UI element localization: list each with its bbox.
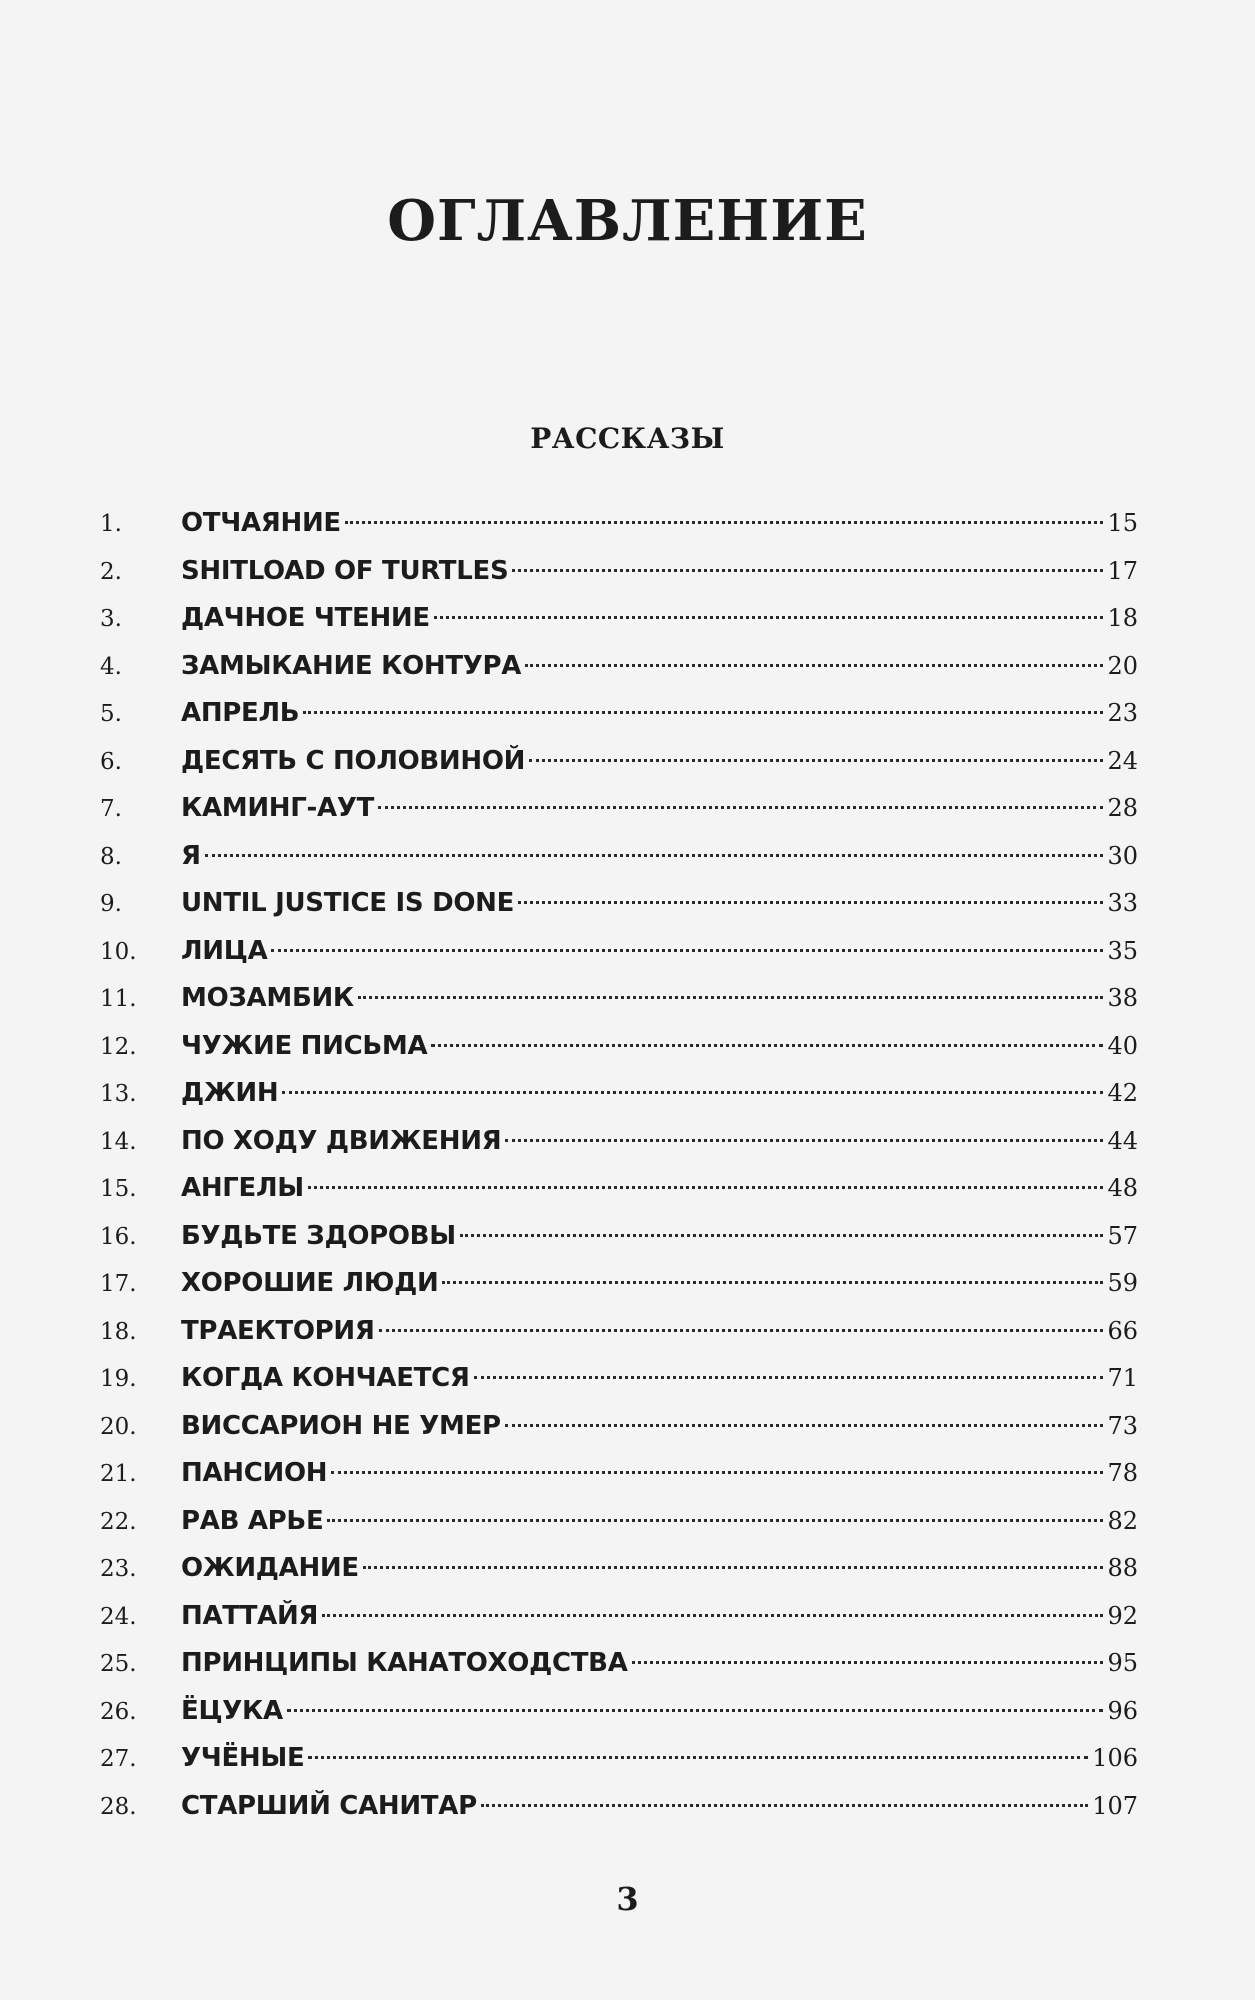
dot-leader (303, 711, 1103, 714)
page-title: ОГЛАВЛЕНИЕ (387, 188, 868, 254)
toc-entry-number: 26. (100, 1698, 137, 1725)
toc-entry-number: 21. (100, 1461, 137, 1487)
toc-entry-number: 5. (100, 701, 122, 727)
toc-entry-page: 18 (1107, 604, 1138, 632)
toc-entry-page: 20 (1107, 651, 1138, 680)
dot-leader (345, 521, 1104, 524)
toc-entry (100, 1023, 1138, 1071)
toc-entry (100, 1498, 1138, 1546)
toc-entry-number: 14. (100, 1128, 137, 1155)
toc-entry-page: 66 (1107, 1316, 1138, 1345)
dot-leader (205, 854, 1104, 857)
toc-entry-title: ПРИНЦИПЫ КАНАТОХОДСТВА (181, 1648, 628, 1678)
toc-entry-title: SHITLOAD OF TURTLES (181, 555, 509, 586)
toc-entry (100, 643, 1138, 691)
toc-entry-title: ОТЧАЯНИЕ (181, 508, 341, 538)
dot-leader (271, 949, 1103, 952)
page-number: 3 (616, 1880, 639, 1918)
dot-leader (282, 1091, 1103, 1094)
toc-entry (100, 595, 1138, 643)
toc-entry-title: ТРАЕКТОРИЯ (181, 1315, 375, 1346)
toc-entry-number: 22. (100, 1508, 137, 1535)
dot-leader (308, 1756, 1088, 1759)
toc-entry-page: 42 (1107, 1079, 1138, 1107)
toc-entry-number: 12. (100, 1033, 137, 1060)
dot-leader (525, 664, 1103, 667)
toc-entry-title: КОГДА КОНЧАЕТСЯ (181, 1363, 470, 1393)
dot-leader (518, 901, 1103, 904)
toc-entry-number: 17. (100, 1271, 137, 1297)
toc-entry-title: ДАЧНОЕ ЧТЕНИЕ (181, 603, 430, 633)
toc-entry (100, 1450, 1138, 1498)
toc-entry-number: 20. (100, 1413, 137, 1440)
toc-entry (100, 975, 1138, 1023)
toc-entry-page: 35 (1107, 936, 1138, 965)
toc-entry (100, 880, 1138, 928)
toc-entry-number: 23. (100, 1556, 137, 1582)
toc-entry-number: 1. (100, 511, 122, 537)
toc-entry-page: 92 (1107, 1601, 1138, 1630)
toc-entry-title: ЁЦУКА (181, 1695, 283, 1726)
dot-leader (505, 1139, 1103, 1142)
toc-entry (100, 1403, 1138, 1451)
toc-entry-title: ЧУЖИЕ ПИСЬМА (181, 1030, 428, 1061)
toc-entry-number: 8. (100, 843, 122, 870)
toc-entry-page: 33 (1107, 889, 1138, 917)
dot-leader (363, 1566, 1104, 1569)
toc-entry (100, 1688, 1138, 1736)
toc-entry (100, 1735, 1138, 1783)
toc-entry-page: 24 (1107, 746, 1138, 775)
toc-entry-page: 30 (1107, 841, 1138, 870)
toc-entry (100, 1355, 1138, 1403)
toc-entry (100, 1640, 1138, 1688)
toc-entry-title: ПАНСИОН (181, 1458, 328, 1488)
toc-entry-page: 106 (1092, 1744, 1138, 1772)
toc-entry-title: ЗАМЫКАНИЕ КОНТУРА (181, 650, 522, 681)
toc-entry (100, 690, 1138, 738)
toc-entry (100, 1118, 1138, 1166)
toc-entry-number: 25. (100, 1651, 137, 1677)
toc-entry-title: ПО ХОДУ ДВИЖЕНИЯ (181, 1125, 502, 1156)
dot-leader (512, 569, 1103, 572)
toc-entry-number: 11. (100, 986, 137, 1012)
toc-entry-page: 78 (1107, 1459, 1138, 1487)
toc-entry-number: 4. (100, 653, 122, 680)
toc-entry-number: 28. (100, 1793, 137, 1820)
toc-entry-title: ДЖИН (181, 1078, 279, 1108)
dot-leader (287, 1709, 1104, 1712)
toc-entry-page: 88 (1107, 1554, 1138, 1582)
toc-entry-page: 40 (1107, 1031, 1138, 1060)
toc-entry (100, 1783, 1138, 1831)
toc-entry-title: МОЗАМБИК (181, 983, 354, 1013)
toc-entry-title: ВИССАРИОН НЕ УМЕР (181, 1410, 501, 1441)
toc-entry-title: ЛИЦА (181, 935, 268, 966)
dot-leader (434, 616, 1104, 619)
toc-entry-title: РАВ АРЬЕ (181, 1505, 324, 1536)
dot-leader (327, 1519, 1103, 1522)
toc-entry-page: 23 (1107, 699, 1138, 727)
dot-leader (379, 1329, 1104, 1332)
toc-entry-title: КАМИНГ-АУТ (181, 793, 375, 823)
dot-leader (632, 1661, 1104, 1664)
toc-entry-number: 6. (100, 748, 122, 775)
dot-leader (460, 1234, 1104, 1237)
section-title: РАССКАЗЫ (530, 422, 725, 455)
toc-entry-page: 59 (1107, 1269, 1138, 1297)
toc-entry-number: 10. (100, 938, 137, 965)
toc-entry-number: 7. (100, 796, 122, 822)
toc-entry (100, 548, 1138, 596)
toc-entry-title: ХОРОШИЕ ЛЮДИ (181, 1268, 439, 1298)
dot-leader (308, 1186, 1104, 1189)
toc-entry-page: 82 (1107, 1506, 1138, 1535)
toc-entry (100, 1308, 1138, 1356)
toc-entry-title: СТАРШИЙ САНИТАР (181, 1790, 477, 1821)
dot-leader (481, 1804, 1088, 1807)
toc-entry (100, 928, 1138, 976)
toc-entry-number: 2. (100, 558, 122, 585)
toc-entry-title: БУДЬТЕ ЗДОРОВЫ (181, 1220, 456, 1251)
dot-leader (331, 1471, 1103, 1474)
toc-entry-number: 13. (100, 1081, 137, 1107)
toc-entry (100, 1545, 1138, 1593)
toc-entry-page: 71 (1107, 1364, 1138, 1392)
toc-entry-page: 28 (1107, 794, 1138, 822)
dot-leader (358, 996, 1104, 999)
toc-entry-title: АПРЕЛЬ (181, 698, 300, 728)
toc-entry-title: ДЕСЯТЬ С ПОЛОВИНОЙ (181, 745, 526, 776)
toc-entry-title: АНГЕЛЫ (181, 1173, 304, 1203)
toc-entry (100, 785, 1138, 833)
toc-entry-page: 17 (1107, 556, 1138, 585)
toc-entry-number: 16. (100, 1223, 137, 1250)
dot-leader (505, 1424, 1104, 1427)
dot-leader (322, 1614, 1103, 1617)
toc-entry-title: ОЖИДАНИЕ (181, 1553, 359, 1583)
toc-entry-page: 96 (1107, 1696, 1138, 1725)
toc-entry-page: 38 (1107, 984, 1138, 1012)
toc-entry-title: ПАТТАЙЯ (181, 1600, 319, 1631)
toc-entry-number: 15. (100, 1176, 137, 1202)
toc-entry-number: 27. (100, 1746, 137, 1772)
toc-entry-page: 44 (1107, 1126, 1138, 1155)
dot-leader (378, 806, 1103, 809)
dot-leader (529, 759, 1103, 762)
toc-entry (100, 1070, 1138, 1118)
toc-entry-page: 48 (1107, 1174, 1138, 1202)
toc-entry-page: 15 (1107, 509, 1138, 537)
toc-entry (100, 1593, 1138, 1641)
toc-entry-page: 57 (1107, 1221, 1138, 1250)
toc-entry-number: 24. (100, 1603, 137, 1630)
toc-entry-number: 9. (100, 891, 122, 917)
toc-entry-title: Я (181, 840, 201, 871)
toc-entry (100, 738, 1138, 786)
toc-entry-title: UNTIL JUSTICE IS DONE (181, 888, 515, 918)
toc-entry (100, 1260, 1138, 1308)
dot-leader (431, 1044, 1103, 1047)
toc-entry (100, 500, 1138, 548)
toc-entry-page: 95 (1107, 1649, 1138, 1677)
toc-entry (100, 1165, 1138, 1213)
toc-entry-title: УЧЁНЫЕ (181, 1743, 305, 1773)
toc-entry-page: 107 (1092, 1791, 1138, 1820)
toc-entry-number: 18. (100, 1318, 137, 1345)
toc-entry-number: 3. (100, 606, 122, 632)
toc-entry (100, 1213, 1138, 1261)
toc-entry-page: 73 (1107, 1411, 1138, 1440)
table-of-contents (100, 500, 1138, 1830)
dot-leader (474, 1376, 1104, 1379)
toc-entry (100, 833, 1138, 881)
dot-leader (442, 1281, 1103, 1284)
toc-entry-number: 19. (100, 1366, 137, 1392)
